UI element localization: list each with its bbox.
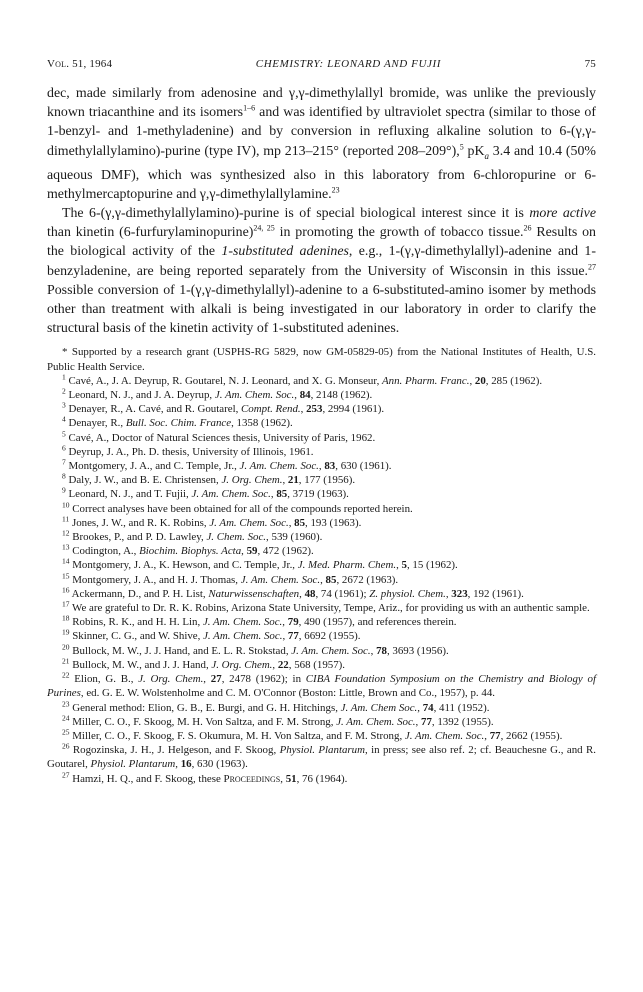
footnote-marker: 24: [62, 713, 70, 723]
volume-number: 85: [294, 516, 306, 529]
volume-number: 253: [306, 403, 323, 416]
footnote-marker: 5: [62, 429, 66, 439]
footnote-marker: 11: [62, 514, 70, 524]
footnote: [47, 587, 596, 601]
text-run: and was identified by ultraviolet spectra (similar to those of 1-benzyl- and 1-methyladenine) and by conversion in refluxing alkaline solution to 6-(γ,γ-dimethylallylamino)-purine (type IV), mp 213–215° (reported 208–209°),: [47, 105, 597, 159]
text-run: ,: [299, 587, 305, 600]
italic-text: J. Am. Chem. Soc.: [214, 389, 295, 402]
text-run: , 2662 (1955).: [500, 729, 563, 742]
text-run: , 15 (1962).: [406, 559, 458, 572]
footnote-marker: 9: [62, 485, 66, 495]
text-run: ,: [320, 573, 326, 586]
reference-superscript: 24, 25: [253, 223, 275, 233]
footnote: [47, 388, 596, 402]
italic-text: J. Org. Chem.: [211, 658, 273, 671]
text-run: Montgomery, J. A., and C. Temple, Jr.,: [68, 460, 240, 473]
footnotes: [47, 345, 596, 785]
text-run: , 490 (1957), and references therein.: [298, 616, 457, 629]
body-text: [47, 84, 596, 338]
text-run: , 285 (1962).: [485, 374, 543, 387]
text-run: dec, made similarly from adenosine and γ,γ-dimethylallyl bromide, was unlike the previously known triacanthine and its isomers: [47, 86, 596, 121]
text-run: Deyrup, J. A., Ph. D. thesis, University of Illinois, 1961.: [68, 445, 314, 458]
footnote-marker: 3: [62, 400, 66, 410]
text-run: Denayer, R.,: [68, 417, 126, 430]
italic-text: J. Am. Chem. Soc.: [404, 729, 485, 742]
text-run: , 3693 (1956).: [386, 644, 449, 657]
text-run: Montgomery, J. A., and H. J. Thomas,: [72, 573, 241, 586]
footnote: [47, 374, 596, 388]
text-run: Leonard, N. J., and J. A. Deyrup,: [68, 389, 215, 402]
text-run: in promoting the growth of tobacco tissue.: [274, 225, 524, 241]
footnote-marker: 13: [62, 542, 70, 552]
text-run: , 2672 (1963).: [336, 573, 399, 586]
italic-text: Ann. Pharm. Franc.: [382, 374, 470, 387]
reference-superscript: 1–6: [243, 103, 256, 113]
footnote: [47, 530, 596, 544]
paragraph-1: [47, 84, 596, 204]
text-run: , 2148 (1962).: [310, 389, 373, 402]
text-run: ,: [270, 488, 277, 501]
text-run: General method: Elion, G. B., E. Burgi, and G. H. Hitchings,: [72, 701, 341, 714]
volume-number: 20: [474, 374, 486, 387]
text-run: Elion, G. B.,: [74, 673, 139, 686]
volume-number: 83: [324, 460, 336, 473]
footnote: [47, 601, 596, 615]
paragraph-2: [47, 204, 596, 338]
text-run: , 411 (1952).: [433, 701, 490, 714]
text-run: Rogozinska, J. H., J. Helgeson, and F. Skoog,: [72, 744, 280, 757]
volume-number: 323: [451, 587, 468, 600]
text-run: , 177 (1956).: [298, 474, 356, 487]
text-run: , 1392 (1955).: [431, 715, 494, 728]
volume-number: 79: [287, 616, 299, 629]
footnote: [47, 615, 596, 629]
text-run: ,: [282, 474, 288, 487]
italic-text: Physiol. Plantarum: [279, 744, 365, 757]
italic-text: J. Am. Chem. Soc.: [191, 488, 271, 501]
text-run: ,: [417, 701, 423, 714]
subscript-text: a: [484, 150, 489, 161]
text-run: ,: [445, 587, 452, 600]
running-head: [47, 58, 596, 70]
text-run: Codington, A.,: [72, 545, 140, 558]
footnote-marker: 19: [62, 627, 70, 637]
text-run: ,: [415, 715, 421, 728]
footnote-marker: 7: [62, 457, 66, 467]
footnote-marker: 21: [62, 656, 70, 666]
text-run: ,: [318, 460, 325, 473]
text-run: Montgomery, J. A., K. Hewson, and C. Temple, Jr.,: [72, 559, 298, 572]
volume-number: 27: [210, 673, 222, 686]
reference-superscript: 5: [459, 141, 464, 151]
italic-text: J. Am. Chem. Soc.: [336, 715, 416, 728]
text-run: ,: [294, 389, 300, 402]
volume-number: 22: [277, 658, 289, 671]
footnote-marker: 25: [62, 727, 70, 737]
footnote: [47, 431, 596, 445]
italic-text: J. Am. Chem. Soc.: [291, 644, 371, 657]
footnote-marker: 22: [62, 670, 70, 680]
volume-label: Vol. 51, 1964: [47, 58, 113, 70]
text-run: The 6-(γ,γ-dimethylallylamino)-purine is of special biological interest since it is: [62, 206, 530, 221]
footnote-marker: 10: [62, 500, 70, 510]
italic-text: J. Am. Chem. Soc.: [203, 630, 283, 643]
footnote: [47, 743, 596, 771]
footnote: [47, 502, 596, 516]
text-run: Cavé, A., J. A. Deyrup, R. Goutarel, N. J. Leonard, and X. G. Monseur,: [68, 374, 383, 387]
text-run: Results on the biological activity of the: [47, 225, 597, 260]
volume-number: 77: [287, 630, 299, 643]
text-run: ,: [203, 673, 211, 686]
text-run: , ed. G. E. W. Wolstenholme and C. M. O'Connor (Boston: Little, Brown and Co., 1957), p. 44.: [80, 687, 495, 700]
text-run: Skinner, C. G., and W. Shive,: [72, 630, 204, 643]
text-run: , 3719 (1963).: [287, 488, 349, 501]
footnote-marker: *: [62, 346, 68, 359]
footnote: [47, 516, 596, 530]
footnote: [47, 445, 596, 459]
footnote: [47, 558, 596, 572]
footnote: [47, 473, 596, 487]
volume-number: 78: [376, 644, 387, 657]
italic-text: J. Am. Chem. Soc.: [239, 460, 319, 473]
footnote: [47, 715, 596, 729]
volume-number: 74: [422, 701, 434, 714]
volume-number: 59: [246, 545, 258, 558]
footnote: [47, 629, 596, 643]
footnote-marker: 23: [62, 698, 70, 708]
volume-number: 85: [276, 488, 288, 501]
italic-text: Bull. Soc. Chim. France: [125, 417, 232, 430]
text-run: Ackermann, D., and P. H. List,: [71, 587, 209, 600]
text-run: ,: [282, 616, 288, 629]
footnote: [47, 698, 596, 715]
text-run: Bullock, M. W., and J. J. Hand,: [72, 658, 212, 671]
text-run: Robins, R. K., and H. H. Lin,: [72, 616, 203, 629]
text-run: 3.4 and 10.4 (50% aqueous DMF), which was synthesized also in this laboratory from 6-chloropurine or 6-methylmercaptopurine and γ,γ-dimethylallylamine.: [47, 143, 596, 202]
footnote-marker: 26: [62, 741, 70, 751]
italic-text: J. Org. Chem.: [221, 474, 283, 487]
reference-superscript: 27: [588, 261, 596, 271]
volume-number: 85: [325, 573, 337, 586]
text-run: Miller, C. O., F. Skoog, F. S. Okumura, M. H. Von Saltza, and F. M. Strong,: [72, 729, 405, 742]
footnote: [47, 644, 596, 658]
text-run: ,: [300, 403, 307, 416]
footnote-marker: 12: [62, 528, 70, 538]
italic-text: Naturwissenschaften: [208, 587, 300, 600]
text-run: , 192 (1961).: [467, 587, 524, 600]
text-run: ,: [484, 729, 490, 742]
footnote-marker: 2: [62, 386, 66, 396]
text-run: pK: [463, 143, 485, 159]
text-run: ,: [370, 644, 377, 657]
footnote-marker: 15: [62, 571, 70, 581]
footnote: [47, 573, 596, 587]
footnote: [47, 658, 596, 672]
italic-text: J. Org. Chem.: [138, 673, 204, 686]
footnote: [47, 729, 596, 743]
italic-text: J. Am. Chem Soc.: [340, 701, 418, 714]
footnote: [47, 402, 596, 416]
text-run: Cavé, A., Doctor of Natural Sciences thesis, University of Paris, 1962.: [68, 431, 376, 444]
footnote: [47, 487, 596, 501]
text-run: Correct analyses have been obtained for all of the compounds reported herein.: [72, 502, 413, 515]
italic-text: J. Chem. Soc.: [206, 531, 267, 544]
footnote-marker: 16: [62, 585, 70, 595]
volume-number: 48: [304, 587, 316, 600]
text-run: , 472 (1962).: [257, 545, 314, 558]
footnote-marker: 4: [62, 414, 66, 424]
text-run: , 630 (1963).: [191, 758, 248, 771]
text-run: Denayer, R., A. Cavé, and R. Goutarel,: [68, 403, 242, 416]
text-run: Daly, J. W., and B. E. Christensen,: [68, 474, 222, 487]
footnote: [47, 769, 596, 786]
volume-number: 51: [285, 772, 297, 785]
italic-text: 1-substituted adenines: [221, 244, 349, 260]
journal-running-title: CHEMISTRY: LEONARD AND FUJII: [255, 58, 442, 70]
volume-number: 84: [299, 389, 311, 402]
text-run: , 6692 (1955).: [298, 630, 361, 643]
footnote-marker: 20: [62, 642, 70, 652]
volume-number: 77: [489, 729, 501, 742]
italic-text: J. Med. Pharm. Chem.: [297, 559, 397, 572]
text-run: Hamzi, H. Q., and F. Skoog, these: [72, 772, 224, 785]
italic-text: CIBA Foundation Symposium on the Chemistry and Biology of Purines: [47, 673, 597, 700]
footnote: [47, 459, 596, 473]
text-run: than kinetin (6-furfurylaminopurine): [47, 225, 254, 241]
italic-text: Compt. Rend.: [241, 403, 301, 416]
footnote: [47, 416, 596, 430]
text-run: , 568 (1957).: [288, 658, 346, 671]
text-run: Brookes, P., and P. D. Lawley,: [72, 531, 207, 544]
text-run: , 2994 (1961).: [322, 403, 385, 416]
small-caps-text: Proceedings: [223, 772, 281, 785]
text-run: , 1358 (1962).: [231, 417, 293, 430]
text-run: Supported by a research grant (USPHS-RG 5829, now GM-05829-05) from the National Institutes of Health, U.S. Public Health Service.: [47, 346, 596, 373]
text-run: ,: [282, 630, 288, 643]
footnote-marker: 6: [62, 443, 66, 453]
text-run: , e.g., 1-(γ,γ-dimethylallyl)-adenine and 1-benzyladenine, are being reported separately from the University of Wisconsin in this issue.: [47, 244, 596, 279]
text-run: ,: [272, 658, 278, 671]
footnote: [47, 544, 596, 558]
footnote-marker: 8: [62, 471, 66, 481]
italic-text: Biochim. Biophys. Acta: [139, 545, 242, 558]
footnote-marker: 1: [62, 372, 66, 382]
page-number: 75: [584, 58, 596, 70]
text-run: We are grateful to Dr. R. K. Robins, Arizona State University, Tempe, Ariz., for providing us with an authentic sample.: [72, 602, 590, 615]
text-run: Bullock, M. W., J. J. Hand, and E. L. R. Stokstad,: [72, 644, 292, 657]
footnote-marker: 17: [62, 599, 70, 609]
text-run: Jones, J. W., and R. K. Robins,: [71, 516, 210, 529]
text-run: , in press; see also ref. 2; cf. Beauchesne G., and R. Goutarel,: [47, 744, 596, 771]
text-run: , 74 (1961);: [315, 587, 370, 600]
text-run: ,: [396, 559, 402, 572]
text-run: Miller, C. O., F. Skoog, M. H. Von Saltza, and F. M. Strong,: [72, 715, 337, 728]
text-run: Possible conversion of 1-(γ,γ-dimethylallyl)-adenine to a 6-substituted-amino isomer by methods other than treatment with alkali is being investigated in our laboratory in order to clarify the structural basis of the kinetin activity of 1-substituted adenines.: [47, 282, 596, 337]
volume-number: 21: [287, 474, 299, 487]
italic-text: J. Am. Chem. Soc.: [209, 516, 289, 529]
reference-superscript: 23: [331, 185, 340, 195]
footnote: [47, 345, 596, 373]
text-run: , 630 (1961).: [335, 460, 392, 473]
text-run: ,: [469, 374, 475, 387]
text-run: , 539 (1960).: [266, 531, 323, 544]
text-run: ,: [288, 516, 295, 529]
text-run: , 76 (1964).: [296, 772, 348, 785]
footnote-marker: 14: [62, 556, 70, 566]
italic-text: J. Am. Chem. Soc.: [202, 616, 283, 629]
volume-number: 16: [180, 758, 192, 771]
reference-superscript: 26: [523, 223, 532, 233]
text-run: , 2478 (1962); in: [221, 673, 306, 686]
footnote: [47, 672, 596, 700]
italic-text: Z. physiol. Chem.: [369, 587, 446, 600]
journal-page: [47, 58, 596, 786]
volume-number: 77: [421, 715, 432, 728]
footnote-marker: 18: [62, 613, 70, 623]
volume-number: 5: [401, 559, 407, 572]
text-run: ,: [175, 758, 181, 771]
italic-text: more active: [529, 206, 596, 221]
italic-text: Physiol. Plantarum: [90, 758, 176, 771]
italic-text: J. Am. Chem. Soc.: [240, 573, 321, 586]
text-run: ,: [241, 545, 247, 558]
footnote-marker: 27: [62, 769, 70, 779]
text-run: , 193 (1963).: [305, 516, 362, 529]
text-run: Leonard, N. J., and T. Fujii,: [68, 488, 192, 501]
text-run: ,: [280, 772, 286, 785]
